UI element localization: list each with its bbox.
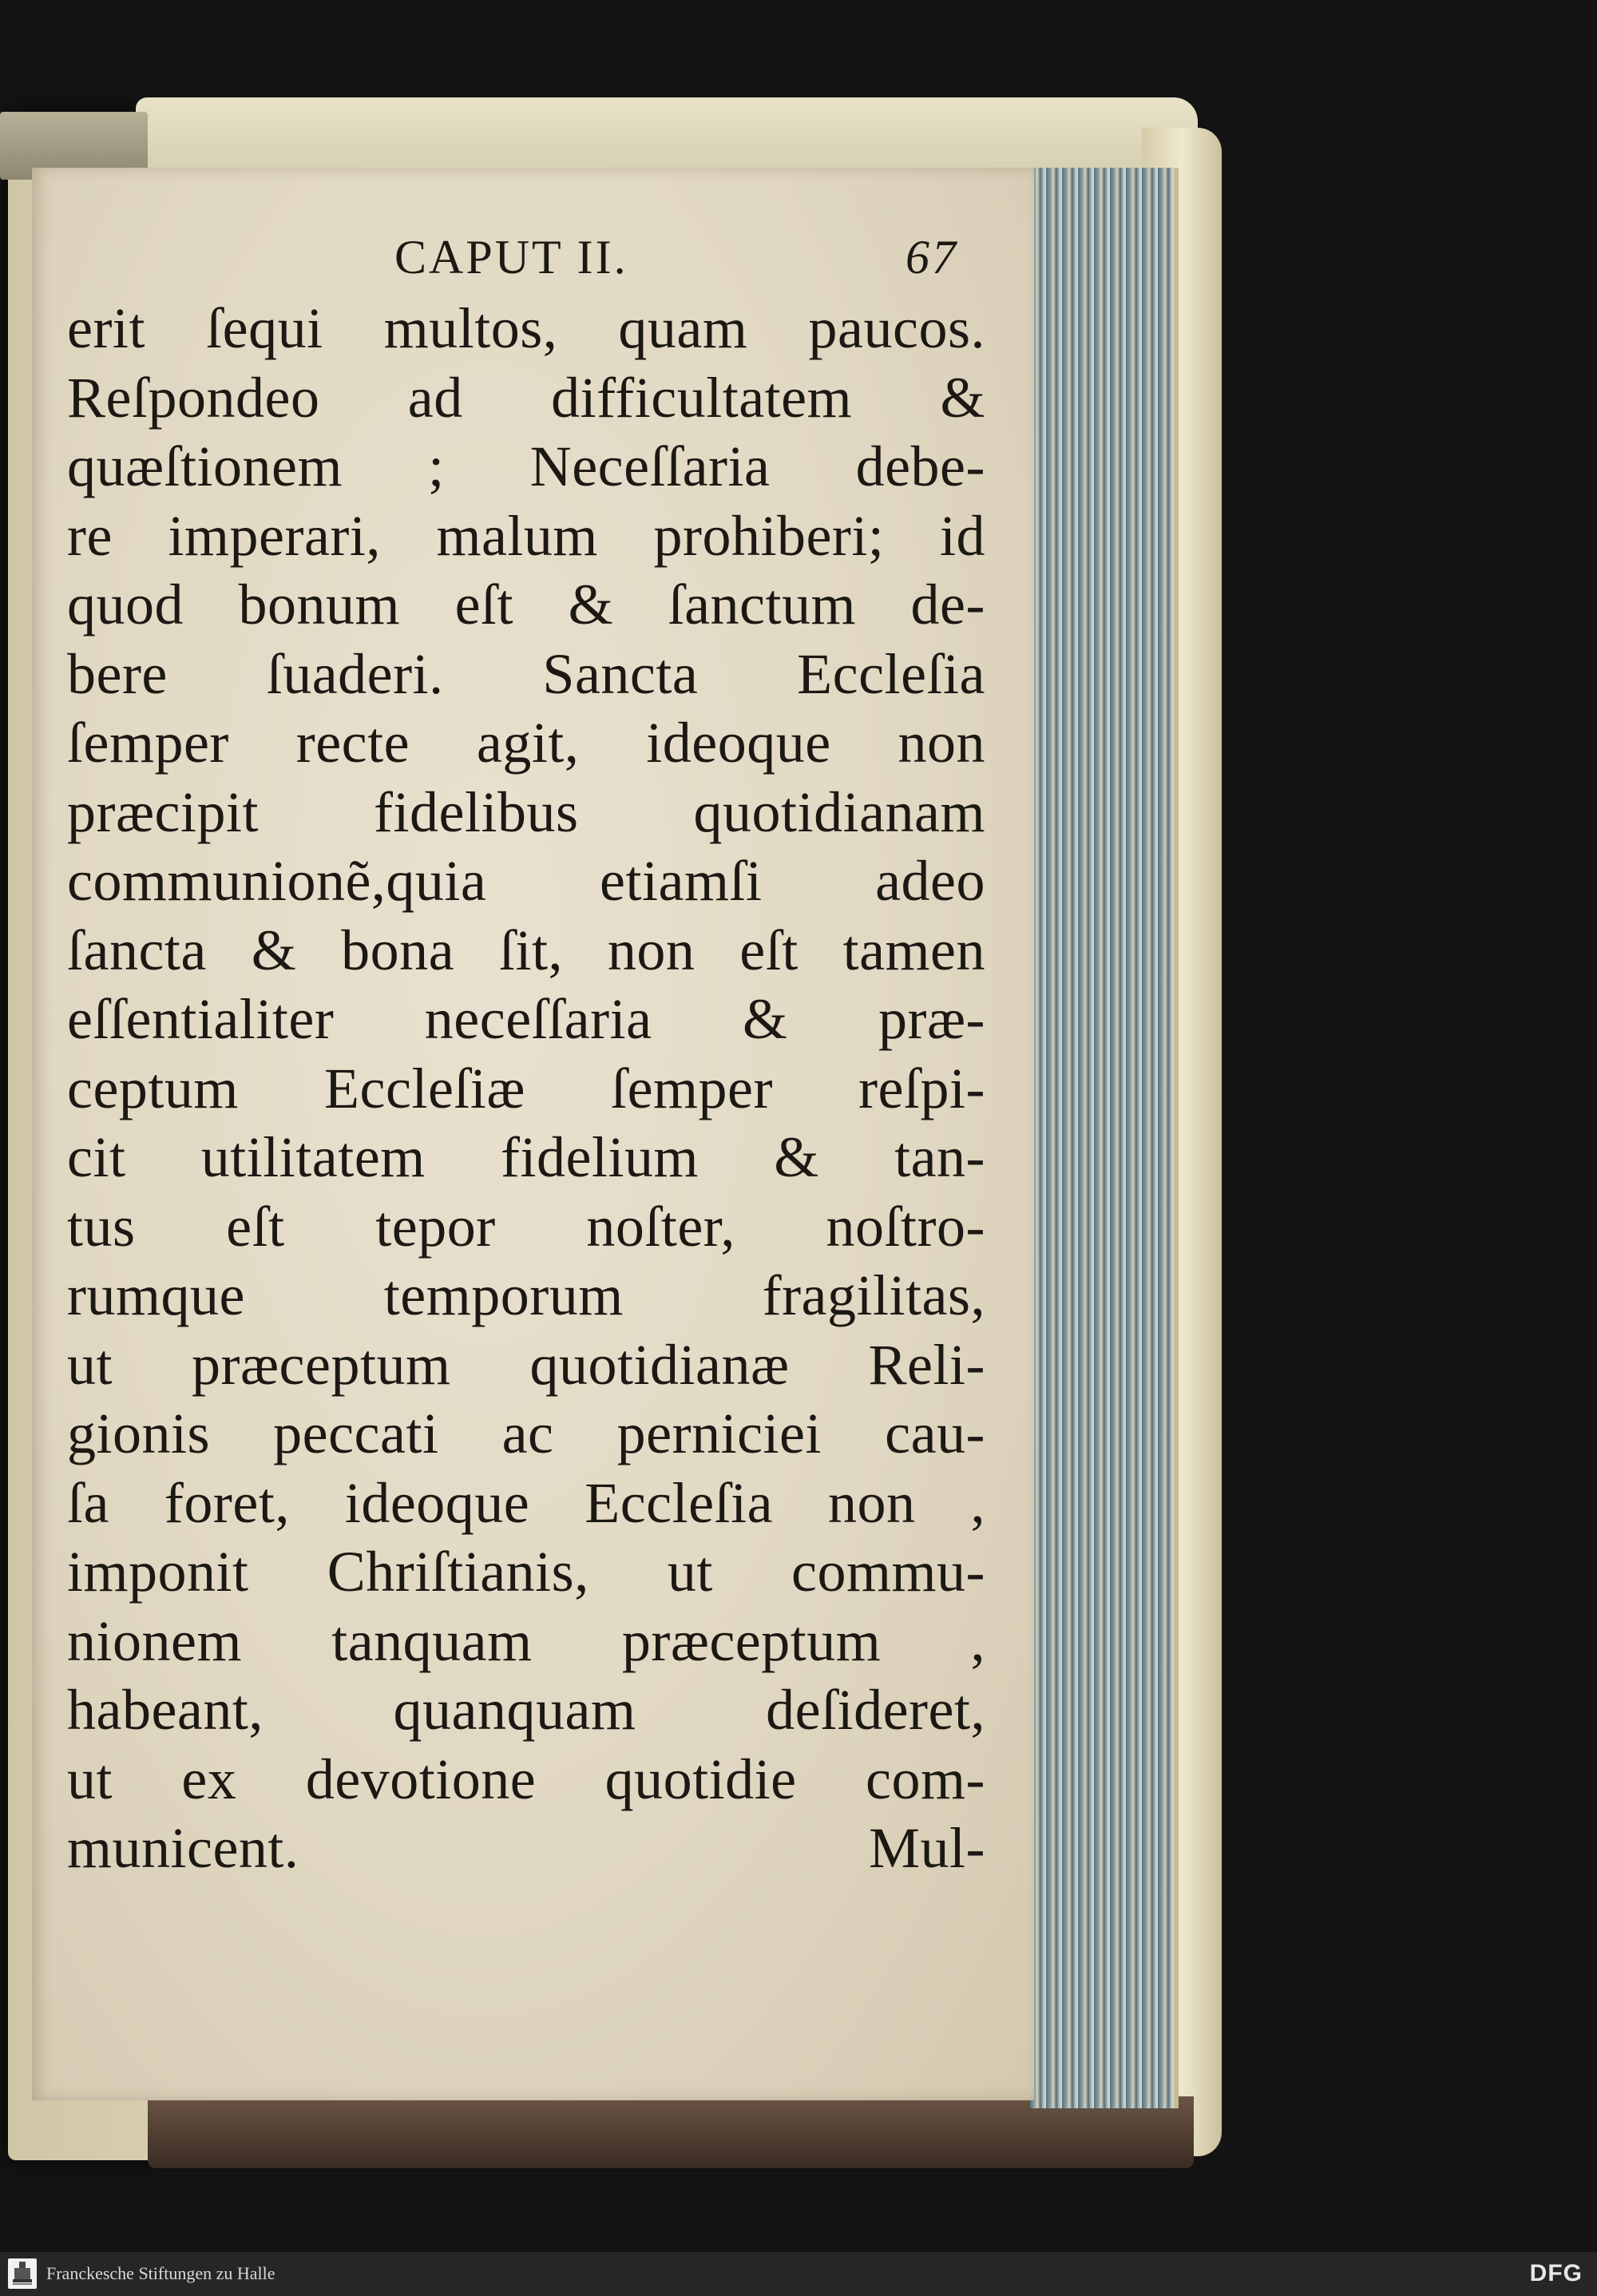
text-line-last — [67, 1814, 985, 1883]
text-line: rumque temporum fragilitas, — [67, 1263, 985, 1327]
text-line: habeant, quanquam deſideret, — [67, 1678, 985, 1742]
text-line: ſemper recte agit, ideoque non — [67, 711, 985, 775]
page-number: 67 — [905, 231, 958, 284]
running-head: CAPUT II. — [394, 231, 628, 284]
text-line: ut ex devotione quotidie com- — [67, 1747, 985, 1811]
text-line: re imperari, malum prohiberi; id — [67, 503, 985, 568]
page-edges — [1030, 168, 1179, 2108]
text-line: quæſtionem ; Neceſſaria debe- — [67, 434, 985, 498]
book-cover-top-edge — [136, 97, 1198, 169]
text-line: Reſpondeo ad difficultatem & — [67, 365, 985, 430]
text-line: ceptum Eccleſiæ ſemper reſpi- — [67, 1056, 985, 1120]
text-line: ſancta & bona ſit, non eſt tamen — [67, 918, 985, 982]
text-line: tus eſt tepor noſter, noſtro- — [67, 1194, 985, 1259]
text-line: ut præceptum quotidianæ Reli- — [67, 1332, 985, 1397]
text-line: gionis peccati ac perniciei cau- — [67, 1402, 985, 1465]
text-line: erit ſequi multos, quam paucos. — [67, 296, 985, 360]
footer-institution-label: Franckesche Stiftungen zu Halle — [46, 2263, 275, 2283]
page-text-block — [67, 230, 985, 1883]
text-line: imponit Chriſtianis, ut commu- — [67, 1540, 985, 1604]
text-line: nionem tanquam præceptum , — [67, 1608, 985, 1673]
text-line: communionẽ,quia etiamſi adeo — [67, 849, 985, 913]
text-line: ſa foret, ideoque Eccleſia non , — [67, 1470, 985, 1535]
page-header — [67, 230, 985, 294]
text-line: bere ſuaderi. Sancta Eccleſia — [67, 641, 985, 706]
text-line: quod bonum eſt & ſanctum de- — [67, 573, 985, 636]
franckesche-stiftungen-logo-icon — [8, 2258, 37, 2289]
book-page — [32, 168, 1034, 2100]
footer-bar — [0, 2252, 1597, 2296]
text-line: cit utilitatem fidelium & tan- — [67, 1125, 985, 1189]
last-line-text: municent. — [67, 1816, 299, 1880]
text-line: eſſentialiter neceſſaria & præ- — [67, 987, 985, 1051]
text-line: præcipit fidelibus quotidianam — [67, 779, 985, 844]
dfg-logo: DFG — [1529, 2260, 1583, 2286]
catchword: Mul- — [869, 1816, 985, 1880]
body-text — [67, 294, 985, 1814]
